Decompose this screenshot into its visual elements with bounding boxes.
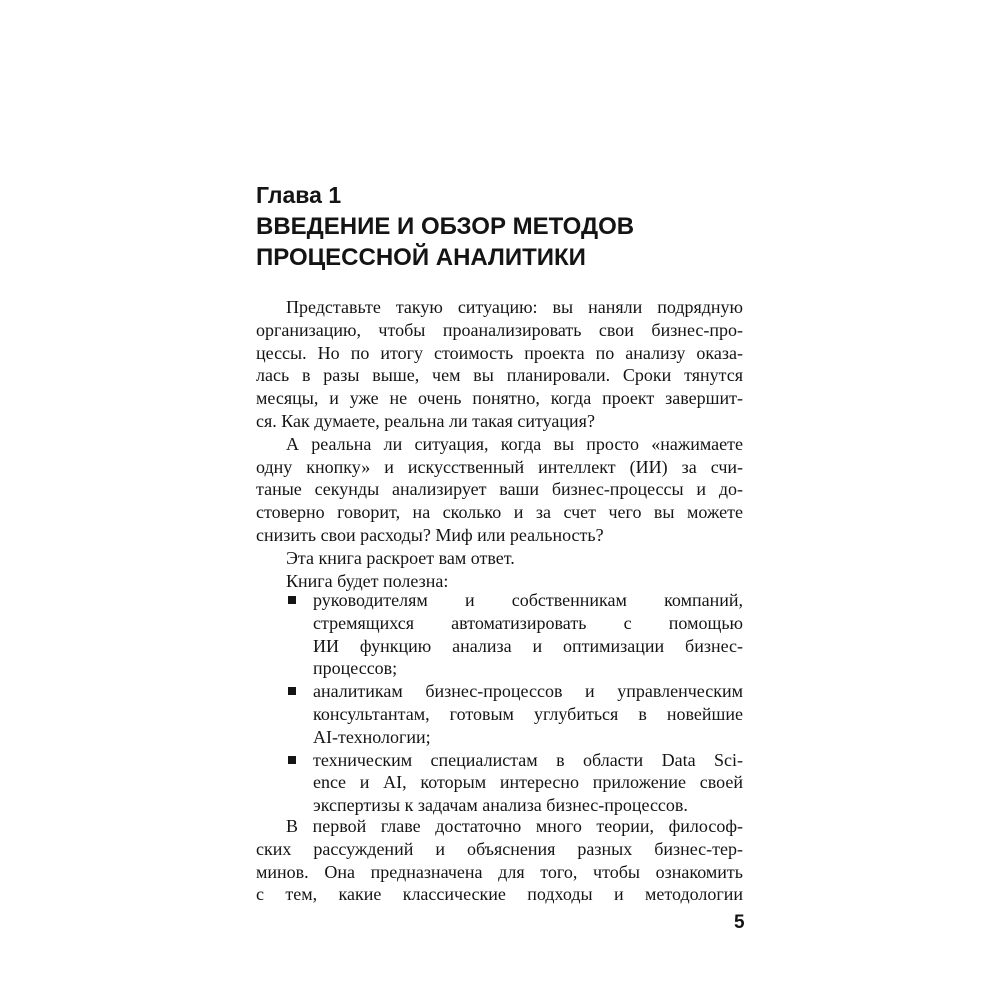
text-line: месяцы, и уже не очень понятно, когда проект завершит- — [256, 388, 743, 409]
text-line: консультантам, готовым углубиться в новейшие — [313, 703, 743, 724]
text-line: Эта книга раскроет вам ответ. — [286, 547, 515, 568]
text-line: ence и AI, которым интересно приложение своей — [313, 772, 743, 793]
text-line: одну кнопку» и искусственный интеллект (ИИ) за счи- — [256, 456, 743, 477]
intro-paragraph-2 — [256, 433, 743, 547]
text-line: таные секунды анализирует ваши бизнес-процессы и до- — [256, 479, 743, 500]
square-bullet-icon — [288, 596, 296, 604]
chapter-title-line: ВВЕДЕНИЕ И ОБЗОР МЕТОДОВ — [256, 213, 635, 240]
text-line: аналитикам бизнес-процессов и управленческим — [313, 681, 743, 702]
text-line: А реальна ли ситуация, когда вы просто «нажимаете — [286, 433, 743, 454]
list-item — [256, 589, 743, 680]
square-bullet-icon — [288, 756, 296, 764]
audience-list — [256, 589, 743, 817]
chapter-title — [256, 211, 634, 273]
text-line: AI-технологии; — [313, 726, 431, 747]
text-line: руководителям и собственникам компаний, — [313, 590, 743, 610]
intro-paragraph-4 — [256, 550, 743, 592]
text-line: минов. Она предназначена для того, чтобы ознакомить — [256, 861, 743, 882]
closing-paragraph — [256, 815, 743, 906]
square-bullet-icon — [288, 687, 296, 695]
text-line: цессы. Но по итогу стоимость проекта по анализу оказа- — [256, 342, 743, 363]
page-number: 5 — [734, 912, 745, 933]
chapter-label: Глава 1 — [256, 182, 342, 208]
text-line: В первой главе достаточно много теории, философ- — [286, 816, 743, 836]
list-item — [256, 749, 743, 817]
text-line: ся. Как думаете, реальна ли такая ситуация? — [256, 410, 595, 431]
chapter-title-line: ПРОЦЕССНОЙ АНАЛИТИКИ — [256, 244, 586, 271]
text-line: процессов; — [313, 658, 398, 679]
text-line: ских рассуждений и объяснения разных бизнес-тер- — [256, 838, 743, 859]
text-line: стремящихся автоматизировать с помощью — [313, 612, 743, 633]
text-line: экспертизы к задачам анализа бизнес-процессов. — [313, 795, 688, 816]
text-line: ИИ функцию анализа и оптимизации бизнес- — [313, 635, 743, 656]
text-line: организацию, чтобы проанализировать свои бизнес-про- — [256, 319, 743, 340]
text-line: лась в разы выше, чем вы планировали. Сроки тянутся — [256, 365, 743, 386]
text-line: техническим специалистам в области Data Sci- — [313, 749, 743, 770]
text-line: Представьте такую ситуацию: вы наняли подрядную — [286, 297, 743, 317]
text-line: стоверно говорит, на сколько и за счет чего вы можете — [256, 502, 743, 523]
text-line: Книга будет полезна: — [286, 570, 449, 591]
intro-paragraph-1 — [256, 296, 743, 433]
text-line: снизить свои расходы? Миф или реальность? — [256, 524, 604, 545]
text-line: с тем, какие классические подходы и методологии — [256, 884, 743, 905]
list-item — [256, 680, 743, 748]
